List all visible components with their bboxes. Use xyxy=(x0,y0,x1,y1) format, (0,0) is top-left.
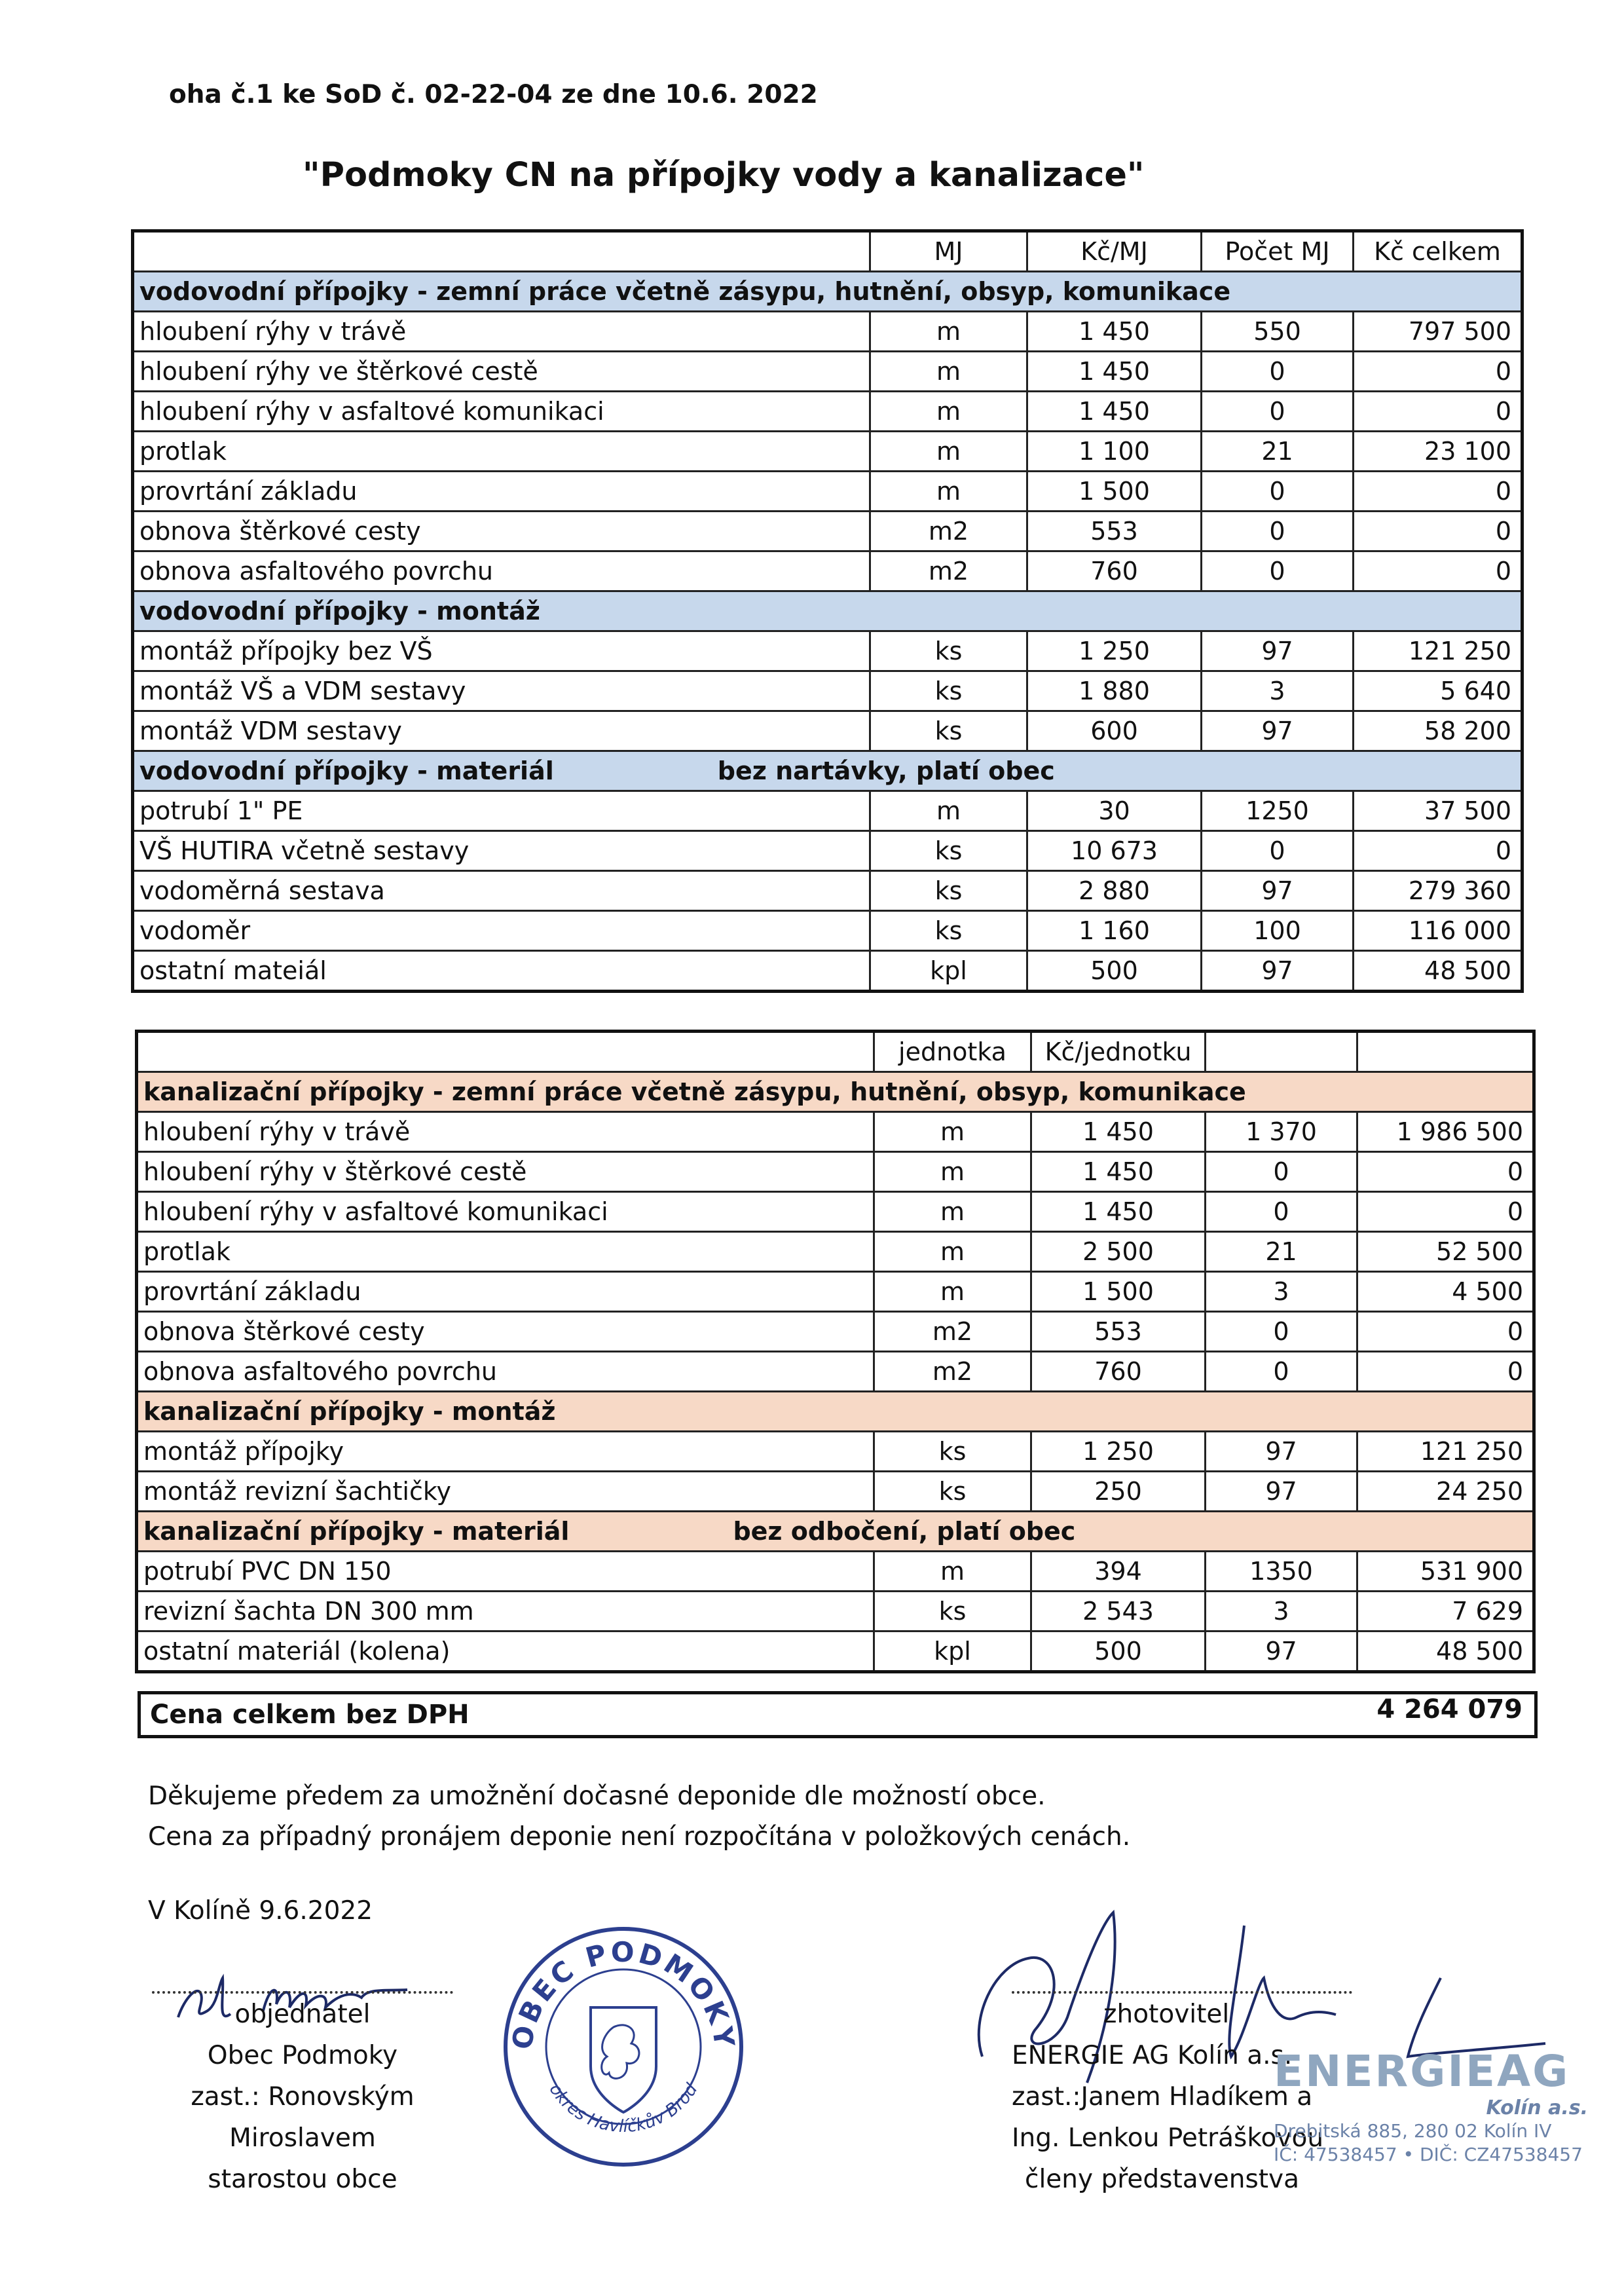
table-row xyxy=(137,1592,1534,1631)
item-name: provrtání základu xyxy=(137,1272,874,1312)
item-name: revizní šachta DN 300 mm xyxy=(137,1592,874,1631)
table-row xyxy=(133,512,1522,551)
item-name: potrubí PVC DN 150 xyxy=(137,1552,874,1592)
item-quantity: 97 xyxy=(1202,711,1354,751)
item-unit: ks xyxy=(874,1472,1031,1512)
section-title-cell xyxy=(137,1512,1534,1552)
item-unit-price: 600 xyxy=(1027,711,1202,751)
item-total: 23 100 xyxy=(1354,432,1522,472)
section-title: kanalizační přípojky - materiál xyxy=(143,1517,570,1546)
item-unit-price: 760 xyxy=(1027,551,1202,591)
item-quantity: 0 xyxy=(1202,392,1354,432)
item-name: montáž revizní šachtičky xyxy=(137,1472,874,1512)
item-total: 116 000 xyxy=(1354,911,1522,951)
section-header-row xyxy=(137,1072,1534,1112)
contractor-company: ENERGIE AG Kolín a.s. xyxy=(1012,2041,1293,2070)
item-unit: m xyxy=(870,312,1027,352)
item-unit: m xyxy=(874,1192,1031,1232)
table-row xyxy=(133,911,1522,951)
header-quantity: Počet MJ xyxy=(1202,231,1354,272)
stamp-top-text: OBEC PODMOKY xyxy=(506,1935,741,2052)
section-note: bez nartávky, platí obec xyxy=(717,756,1055,785)
table-row xyxy=(133,831,1522,871)
item-unit: ks xyxy=(870,911,1027,951)
item-unit: m xyxy=(874,1552,1031,1592)
table-row xyxy=(133,432,1522,472)
item-name: hloubení rýhy v trávě xyxy=(133,312,870,352)
item-total: 0 xyxy=(1357,1312,1534,1352)
item-unit: ks xyxy=(870,631,1027,671)
item-unit: m xyxy=(874,1232,1031,1272)
item-unit-price: 394 xyxy=(1031,1552,1206,1592)
contractor-representative-2: Ing. Lenkou Petráškovou xyxy=(1012,2123,1324,2153)
item-unit-price: 1 250 xyxy=(1027,631,1202,671)
item-quantity: 0 xyxy=(1206,1192,1357,1232)
section-title-cell xyxy=(133,591,1522,631)
item-unit-price: 30 xyxy=(1027,791,1202,831)
note-rental: Cena za případný pronájem deponie není rozpočítána v položkových cenách. xyxy=(148,1822,1131,1852)
item-quantity: 0 xyxy=(1202,551,1354,591)
item-name: hloubení rýhy v trávě xyxy=(137,1112,874,1152)
table-row xyxy=(133,392,1522,432)
section-title: kanalizační přípojky - zemní práce včetně zásypu, hutnění, obsyp, komunikace xyxy=(143,1077,1246,1106)
item-total: 0 xyxy=(1357,1352,1534,1392)
table-row xyxy=(133,871,1522,911)
item-name: protlak xyxy=(133,432,870,472)
item-quantity: 21 xyxy=(1202,432,1354,472)
item-unit: m xyxy=(870,392,1027,432)
section-title-cell xyxy=(137,1072,1534,1112)
item-total: 48 500 xyxy=(1357,1631,1534,1672)
item-unit-price: 1 450 xyxy=(1031,1192,1206,1232)
table-row xyxy=(137,1192,1534,1232)
table-row xyxy=(133,791,1522,831)
header-unit-price: Kč/MJ xyxy=(1027,231,1202,272)
item-unit-price: 1 500 xyxy=(1027,472,1202,512)
item-unit: ks xyxy=(870,711,1027,751)
item-total: 279 360 xyxy=(1354,871,1522,911)
item-unit: m xyxy=(874,1272,1031,1312)
item-quantity: 97 xyxy=(1202,871,1354,911)
item-unit: m xyxy=(874,1152,1031,1192)
table-row xyxy=(133,711,1522,751)
table-row xyxy=(137,1152,1534,1192)
svg-text:okres Havlíčkův Brod xyxy=(545,2080,701,2136)
item-quantity: 97 xyxy=(1202,951,1354,992)
item-quantity: 3 xyxy=(1206,1272,1357,1312)
municipality-stamp xyxy=(492,1916,754,2178)
item-unit: m xyxy=(870,791,1027,831)
section-header-row xyxy=(133,591,1522,631)
item-unit: m xyxy=(870,352,1027,392)
item-unit-price: 500 xyxy=(1027,951,1202,992)
place-date: V Kolíně 9.6.2022 xyxy=(148,1896,373,1926)
section-header-row xyxy=(137,1392,1534,1432)
client-representative: zast.: Ronovským Miroslavem xyxy=(191,2082,415,2153)
item-name: vodoměr xyxy=(133,911,870,951)
company-ids: IČ: 47538457 • DIČ: CZ47538457 xyxy=(1274,2144,1583,2165)
header-blank xyxy=(137,1032,874,1072)
item-unit-price: 1 450 xyxy=(1031,1152,1206,1192)
item-quantity: 97 xyxy=(1202,631,1354,671)
item-unit-price: 1 450 xyxy=(1027,392,1202,432)
document-title: "Podmoky CN na přípojky vody a kanalizace" xyxy=(303,156,1145,195)
item-unit: m2 xyxy=(874,1312,1031,1352)
item-name: ostatní mateiál xyxy=(133,951,870,992)
item-unit: m xyxy=(870,432,1027,472)
annex-reference: oha č.1 ke SoD č. 02-22-04 ze dne 10.6. 2022 xyxy=(169,80,818,109)
item-total: 0 xyxy=(1354,352,1522,392)
item-total: 121 250 xyxy=(1354,631,1522,671)
svg-text:OBEC PODMOKY xyxy=(506,1936,741,2052)
header-unit: MJ xyxy=(870,231,1027,272)
item-unit: ks xyxy=(874,1592,1031,1631)
item-total: 797 500 xyxy=(1354,312,1522,352)
sewer-connections-table xyxy=(135,1030,1536,1673)
item-total: 0 xyxy=(1354,831,1522,871)
item-unit-price: 1 250 xyxy=(1031,1432,1206,1472)
item-total: 121 250 xyxy=(1357,1432,1534,1472)
section-title-cell xyxy=(133,272,1522,312)
client-position: starostou obce xyxy=(208,2165,397,2194)
section-header-row xyxy=(133,272,1522,312)
item-total: 58 200 xyxy=(1354,711,1522,751)
section-title: vodovodní přípojky - montáž xyxy=(139,597,540,625)
item-unit: ks xyxy=(874,1432,1031,1472)
item-name: ostatní materiál (kolena) xyxy=(137,1631,874,1672)
table-row xyxy=(133,312,1522,352)
item-quantity: 3 xyxy=(1206,1592,1357,1631)
note-deposit: Děkujeme předem za umožnění dočasné deponide dle možností obce. xyxy=(148,1781,1046,1811)
contractor-representative-1: zast.:Janem Hladíkem a xyxy=(1012,2082,1313,2112)
table-row xyxy=(137,1312,1534,1352)
item-quantity: 0 xyxy=(1202,512,1354,551)
item-name: montáž VŠ a VDM sestavy xyxy=(133,671,870,711)
section-header-row xyxy=(137,1512,1534,1552)
table-row xyxy=(137,1552,1534,1592)
item-quantity: 0 xyxy=(1206,1352,1357,1392)
item-unit-price: 1 500 xyxy=(1031,1272,1206,1312)
table-row xyxy=(133,631,1522,671)
table-row xyxy=(133,551,1522,591)
section-title: vodovodní přípojky - materiál xyxy=(139,756,554,785)
item-quantity: 1 370 xyxy=(1206,1112,1357,1152)
item-unit-price: 500 xyxy=(1031,1631,1206,1672)
item-name: obnova štěrkové cesty xyxy=(133,512,870,551)
item-name: protlak xyxy=(137,1232,874,1272)
item-total: 4 500 xyxy=(1357,1272,1534,1312)
table-row xyxy=(133,951,1522,992)
item-name: hloubení rýhy v štěrkové cestě xyxy=(137,1152,874,1192)
item-unit: m2 xyxy=(870,512,1027,551)
table-row xyxy=(133,472,1522,512)
item-name: obnova asfaltového povrchu xyxy=(137,1352,874,1392)
contractor-role: zhotovitel xyxy=(1103,2000,1230,2029)
item-quantity: 1350 xyxy=(1206,1552,1357,1592)
item-total: 7 629 xyxy=(1357,1592,1534,1631)
item-unit-price: 760 xyxy=(1031,1352,1206,1392)
section-header-row xyxy=(133,751,1522,791)
client-name: Obec Podmoky xyxy=(207,2041,398,2070)
item-name: VŠ HUTIRA včetně sestavy xyxy=(133,831,870,871)
water-connections-table xyxy=(131,229,1524,993)
item-name: obnova štěrkové cesty xyxy=(137,1312,874,1352)
item-unit-price: 553 xyxy=(1031,1312,1206,1352)
company-logo-wordmark: ENERGIEAG xyxy=(1274,2046,1570,2097)
item-unit-price: 1 450 xyxy=(1031,1112,1206,1152)
section-title: vodovodní přípojky - zemní práce včetně zásypu, hutnění, obsyp, komunikace xyxy=(139,277,1231,306)
item-name: obnova asfaltového povrchu xyxy=(133,551,870,591)
item-total: 37 500 xyxy=(1354,791,1522,831)
item-unit-price: 1 160 xyxy=(1027,911,1202,951)
header-unit: jednotka xyxy=(874,1032,1031,1072)
item-unit: m2 xyxy=(874,1352,1031,1392)
stamp-bottom-text: okres Havlíčkův Brod xyxy=(545,2080,702,2137)
item-total: 5 640 xyxy=(1354,671,1522,711)
item-quantity: 0 xyxy=(1206,1152,1357,1192)
table-row xyxy=(137,1472,1534,1512)
client-role: objednatel xyxy=(234,2000,371,2029)
item-quantity: 100 xyxy=(1202,911,1354,951)
item-unit-price: 1 100 xyxy=(1027,432,1202,472)
grand-total-row xyxy=(138,1691,1538,1738)
header-unit-price: Kč/jednotku xyxy=(1031,1032,1206,1072)
table-header-row xyxy=(137,1032,1534,1072)
item-unit: kpl xyxy=(870,951,1027,992)
item-quantity: 550 xyxy=(1202,312,1354,352)
item-unit: m xyxy=(874,1112,1031,1152)
item-unit-price: 250 xyxy=(1031,1472,1206,1512)
table-header-row xyxy=(133,231,1522,272)
item-total: 0 xyxy=(1357,1152,1534,1192)
section-title-cell xyxy=(137,1392,1534,1432)
item-name: montáž přípojky xyxy=(137,1432,874,1472)
item-unit-price: 2 880 xyxy=(1027,871,1202,911)
table-row xyxy=(137,1432,1534,1472)
item-quantity: 97 xyxy=(1206,1631,1357,1672)
item-unit: m2 xyxy=(870,551,1027,591)
item-unit: ks xyxy=(870,671,1027,711)
item-unit: ks xyxy=(870,871,1027,911)
item-total: 531 900 xyxy=(1357,1552,1534,1592)
item-name: hloubení rýhy ve štěrkové cestě xyxy=(133,352,870,392)
item-name: montáž VDM sestavy xyxy=(133,711,870,751)
table-row xyxy=(133,352,1522,392)
company-address: Drebitská 885, 280 02 Kolín IV xyxy=(1274,2120,1552,2142)
contractor-position: členy představenstva xyxy=(1025,2165,1300,2194)
item-name: hloubení rýhy v asfaltové komunikaci xyxy=(133,392,870,432)
item-total: 1 986 500 xyxy=(1357,1112,1534,1152)
section-title-cell xyxy=(133,751,1522,791)
item-quantity: 3 xyxy=(1202,671,1354,711)
item-total: 0 xyxy=(1354,551,1522,591)
table-row xyxy=(133,671,1522,711)
header-quantity xyxy=(1206,1032,1357,1072)
item-name: montáž přípojky bez VŠ xyxy=(133,631,870,671)
item-total: 24 250 xyxy=(1357,1472,1534,1512)
header-total: Kč celkem xyxy=(1354,231,1522,272)
item-unit-price: 1 450 xyxy=(1027,312,1202,352)
grand-total-label: Cena celkem bez DPH xyxy=(150,1700,470,1730)
item-quantity: 97 xyxy=(1206,1472,1357,1512)
item-name: provrtání základu xyxy=(133,472,870,512)
item-quantity: 0 xyxy=(1202,831,1354,871)
header-total xyxy=(1357,1032,1534,1072)
table-row xyxy=(137,1112,1534,1152)
item-total: 0 xyxy=(1354,392,1522,432)
item-quantity: 0 xyxy=(1202,472,1354,512)
item-unit: m xyxy=(870,472,1027,512)
item-total: 0 xyxy=(1354,472,1522,512)
contractor-company-stamp xyxy=(1274,2046,1624,2167)
item-unit: kpl xyxy=(874,1631,1031,1672)
item-total: 0 xyxy=(1357,1192,1534,1232)
company-logo-subtitle: Kolín a.s. xyxy=(1486,2097,1588,2119)
table-row xyxy=(137,1232,1534,1272)
client-signature-block xyxy=(152,1991,453,2200)
table-row xyxy=(137,1272,1534,1312)
item-total: 48 500 xyxy=(1354,951,1522,992)
table-row xyxy=(137,1631,1534,1672)
item-quantity: 21 xyxy=(1206,1232,1357,1272)
item-total: 0 xyxy=(1354,512,1522,551)
item-total: 52 500 xyxy=(1357,1232,1534,1272)
item-unit-price: 1 880 xyxy=(1027,671,1202,711)
grand-total-value: 4 264 079 xyxy=(1376,1694,1522,1724)
item-name: vodoměrná sestava xyxy=(133,871,870,911)
table-row xyxy=(137,1352,1534,1392)
item-unit-price: 2 543 xyxy=(1031,1592,1206,1631)
item-unit: ks xyxy=(870,831,1027,871)
item-unit-price: 10 673 xyxy=(1027,831,1202,871)
item-quantity: 97 xyxy=(1206,1432,1357,1472)
item-unit-price: 2 500 xyxy=(1031,1232,1206,1272)
item-name: potrubí 1" PE xyxy=(133,791,870,831)
header-blank xyxy=(133,231,870,272)
item-quantity: 1250 xyxy=(1202,791,1354,831)
section-note: bez odbočení, platí obec xyxy=(733,1517,1076,1546)
section-title: kanalizační přípojky - montáž xyxy=(143,1397,556,1426)
item-quantity: 0 xyxy=(1206,1312,1357,1352)
item-name: hloubení rýhy v asfaltové komunikaci xyxy=(137,1192,874,1232)
item-quantity: 0 xyxy=(1202,352,1354,392)
item-unit-price: 1 450 xyxy=(1027,352,1202,392)
item-unit-price: 553 xyxy=(1027,512,1202,551)
